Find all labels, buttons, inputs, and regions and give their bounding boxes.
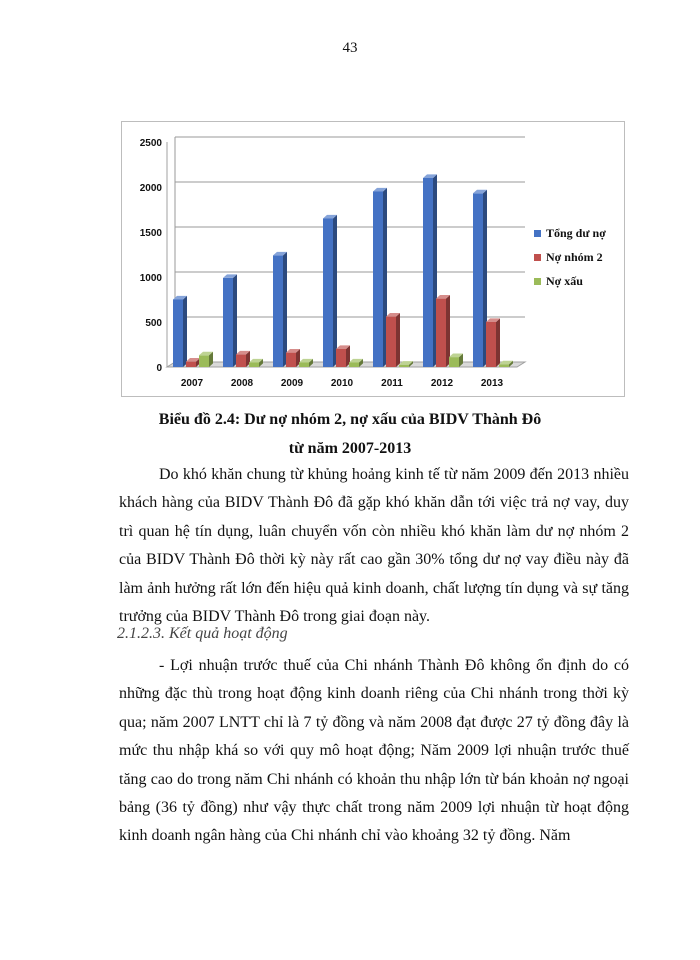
bar-nợ-nhóm-2-2010	[336, 345, 350, 367]
section-heading: 2.1.2.3. Kết quả hoạt động	[117, 625, 288, 642]
bar-nợ-xấu-2007	[199, 352, 213, 367]
bar-front	[286, 353, 296, 367]
body-paragraph: Do khó khăn chung từ khủng hoảng kinh tế từ năm 2009 đến 2013 nhiều khách hàng của BIDV Thành Đô đã gặp khó khăn dẫn tới việc trả nợ vay, duy trì quan hệ tín dụng, luân chuyển vốn còn nhiều khó khăn làm dư nợ nhóm 2 của BIDV Thành Đô thời kỳ này rất cao gần 30% tổng dư nợ vay điều này đã làm ảnh hưởng rất lớn đến hiệu quả kinh doanh, chất lượng tín dụng và sự tăng trưởng của BIDV Thành Đô trong giai đoạn này.	[119, 466, 629, 626]
bar-front	[436, 299, 446, 367]
bar-side	[283, 252, 287, 367]
chart-floor	[167, 142, 525, 367]
bar-nợ-nhóm-2-2011	[386, 313, 400, 367]
bar-front	[173, 300, 183, 368]
legend-item	[534, 274, 583, 288]
bar-nợ-nhóm-2-2013	[486, 318, 500, 367]
bar-side	[396, 313, 400, 367]
bar-front	[236, 354, 246, 367]
x-tick-label: 2008	[230, 378, 254, 389]
chart-caption-subtitle: từ năm 2007-2013	[288, 440, 412, 457]
page-number: 43	[342, 40, 358, 56]
bar-side	[233, 274, 237, 367]
bar-front	[499, 364, 509, 367]
bar-nợ-nhóm-2-2012	[436, 295, 450, 367]
bar-front	[373, 192, 383, 368]
legend-label: Tổng dư nợ	[546, 226, 606, 240]
bar-front	[486, 322, 496, 367]
x-tick-label: 2007	[180, 378, 204, 389]
bar-side	[446, 295, 450, 367]
bar-front	[273, 255, 283, 367]
bar-front	[349, 363, 359, 368]
x-tick-label: 2011	[381, 378, 403, 389]
bar-front	[386, 317, 396, 367]
x-tick-label: 2013	[480, 378, 504, 389]
bar-front	[199, 355, 209, 367]
x-tick-label: 2009	[280, 378, 304, 389]
bar-front	[323, 219, 333, 368]
bar-front	[249, 363, 259, 368]
y-tick-label: 2500	[139, 138, 162, 149]
bar-nợ-nhóm-2-2008	[236, 351, 250, 367]
x-tick-label: 2012	[430, 378, 454, 389]
bar-nợ-xấu-2012	[449, 354, 463, 367]
body-paragraph: - Lợi nhuận trước thuế của Chi nhánh Thành Đô không ổn định do có những đặc thù trong hoạt động kinh doanh riêng của Chi nhánh trong thời kỳ qua; năm 2007 LNTT chỉ là 7 tỷ đồng và năm 2008 đạt được 27 tỷ đồng đây là mức thu nhập khá so với quy mô hoạt động; Năm 2009 lợi nhuận trước thuế tăng cao do trong năm Chi nhánh có khoản thu nhập lớn từ bán khoản nợ ngoại bảng (36 tỷ đồng) như vậy thực chất trong năm 2009 lợi nhuận từ hoạt động kinh doanh ngân hàng của Chi nhánh chỉ vào khoảng 32 tỷ đồng. Năm	[119, 657, 629, 845]
bar-tổng-dư-nợ-2009	[273, 252, 287, 367]
x-tick-label: 2010	[330, 378, 354, 389]
chart-bars	[173, 174, 513, 367]
y-axis-ticks	[140, 138, 163, 374]
legend-item	[534, 226, 606, 240]
y-tick-label: 2000	[139, 183, 162, 194]
legend-label: Nợ nhóm 2	[546, 250, 603, 264]
bar-tổng-dư-nợ-2012	[423, 174, 437, 367]
legend-swatch	[534, 278, 541, 285]
bar-front	[299, 363, 309, 368]
legend-label: Nợ xấu	[546, 274, 583, 288]
bar-front	[223, 278, 233, 367]
bar-front	[449, 357, 459, 367]
bar-front	[473, 193, 483, 367]
bar-front	[186, 362, 196, 367]
y-tick-label: 500	[145, 318, 162, 329]
legend-swatch	[534, 230, 541, 237]
bar-tổng-dư-nợ-2007	[173, 296, 187, 367]
bar-side	[496, 318, 500, 367]
bar-nợ-nhóm-2-2009	[286, 349, 300, 367]
bar-side	[183, 296, 187, 367]
bar-tổng-dư-nợ-2013	[473, 190, 487, 367]
chart-caption-title: Biểu đồ 2.4: Dư nợ nhóm 2, nợ xấu của BIDV Thành Đô	[158, 411, 542, 428]
y-tick-label: 0	[156, 363, 162, 374]
bar-tổng-dư-nợ-2011	[373, 188, 387, 367]
x-axis-ticks	[181, 378, 504, 389]
bar-front	[399, 365, 409, 367]
legend-swatch	[534, 254, 541, 261]
bar-chart	[122, 122, 626, 398]
bar-tổng-dư-nợ-2010	[323, 215, 337, 367]
legend-item	[534, 250, 603, 264]
bar-tổng-dư-nợ-2008	[223, 274, 237, 367]
chart-area	[121, 121, 625, 397]
bar-side	[333, 215, 337, 367]
bar-front	[336, 349, 346, 367]
y-tick-label: 1000	[139, 273, 162, 284]
y-tick-label: 1500	[139, 228, 162, 239]
chart-legend	[534, 226, 606, 288]
bar-front	[423, 178, 433, 367]
